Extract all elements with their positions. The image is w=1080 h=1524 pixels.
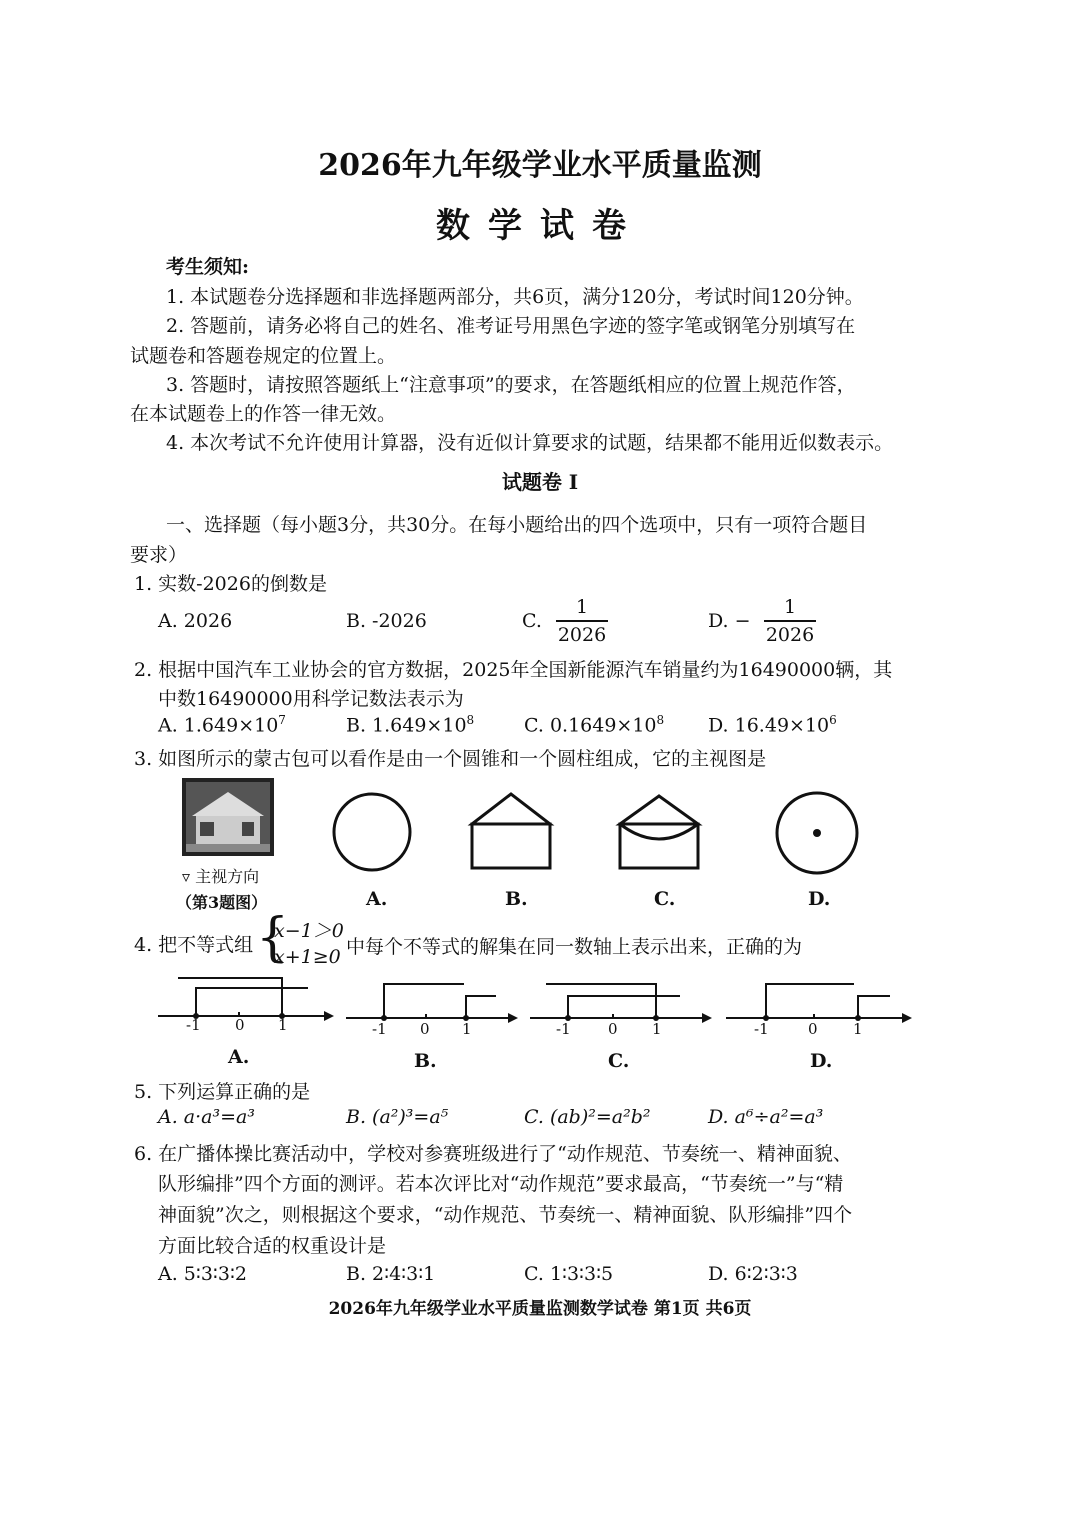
q3-option-b: B.	[505, 888, 528, 910]
q1-option-d-label: D. −	[708, 610, 751, 632]
notice-item-3: 3. 答题时，请按照答题纸上“注意事项”的要求，在答题纸相应的位置上规范作答，	[166, 374, 856, 396]
q1-c-numerator: 1	[556, 596, 608, 622]
q4-d-tick-neg1: -1	[754, 1020, 769, 1038]
q5-stem: 5. 下列运算正确的是	[134, 1081, 311, 1103]
q4-d-tick-0: 0	[808, 1020, 818, 1038]
q3-option-d-circle	[774, 790, 860, 876]
q1-option-a: A. 2026	[158, 610, 233, 632]
q3-option-a-circle	[332, 792, 412, 872]
notice-item-1: 1. 本试题卷分选择题和非选择题两部分，共6页，满分120分，考试时间120分钟。	[166, 286, 864, 308]
q5-option-d: D. a⁶÷a²=a³	[708, 1106, 824, 1128]
q4-c-tick-1: 1	[652, 1020, 662, 1038]
q1-option-c-label: C.	[522, 610, 542, 632]
yurt-photo	[182, 778, 274, 856]
q4-stem-prefix: 4. 把不等式组	[134, 934, 254, 956]
q2-stem-cont: 中数16490000用科学记数法表示为	[158, 688, 464, 710]
q6-stem-2: 队形编排”四个方面的测评。若本次评比对“动作规范”要求最高，“节奏统一”与“精	[158, 1173, 844, 1195]
notice-item-3-cont: 在本试题卷上的作答一律无效。	[130, 403, 397, 425]
view-direction: ▿ 主视方向	[182, 867, 260, 886]
q4-inequality-2: x+1≥0	[274, 946, 341, 968]
q1-d-denominator: 2026	[765, 624, 815, 646]
q4-number-line-a	[158, 970, 338, 1030]
q5-option-c: C. (ab)²=a²b²	[524, 1106, 651, 1128]
q2-option-b: B. $1.649\times 10^8$	[346, 713, 475, 737]
q6-stem-3: 神面貌”次之，则根据这个要求，“动作规范、节奏统一、精神面貌、队形编排”四个	[158, 1204, 853, 1226]
q2-stem: 2. 根据中国汽车工业协会的官方数据，2025年全国新能源汽车销量约为16490000辆，其	[134, 659, 893, 681]
q4-b-tick-neg1: -1	[372, 1020, 387, 1038]
q4-b-tick-1: 1	[462, 1020, 472, 1038]
q2-option-a: A. $1.649\times 10^7$	[158, 713, 286, 737]
part-heading-cont: 要求）	[130, 544, 188, 566]
q4-a-tick-0: 0	[235, 1016, 245, 1034]
section-title: 试题卷 I	[501, 470, 579, 494]
q4-option-d: D.	[810, 1050, 833, 1072]
q4-c-tick-0: 0	[608, 1020, 618, 1038]
q4-b-tick-0: 0	[420, 1020, 430, 1038]
q4-option-c: C.	[608, 1050, 630, 1072]
q3-option-c-shape	[618, 792, 700, 872]
arrow-icon: ▿	[182, 867, 191, 886]
q4-c-tick-neg1: -1	[556, 1020, 571, 1038]
part-heading: 一、选择题（每小题3分，共30分。在每小题给出的四个选项中，只有一项符合题目	[166, 514, 868, 536]
q4-d-tick-1: 1	[853, 1020, 863, 1038]
q1-option-d-fraction	[764, 596, 816, 646]
notice-heading: 考生须知:	[166, 256, 250, 278]
q1-d-numerator: 1	[764, 596, 816, 622]
q1-c-denominator: 2026	[557, 624, 607, 646]
q3-stem: 3. 如图所示的蒙古包可以看作是由一个圆锥和一个圆柱组成，它的主视图是	[134, 748, 767, 770]
q1-option-c-fraction	[556, 596, 608, 646]
q3-option-b-shape	[470, 792, 552, 872]
q6-option-d: D. 6∶2∶3∶3	[708, 1263, 798, 1285]
q1-stem: 1. 实数-2026的倒数是	[134, 573, 327, 595]
page-subtitle: 数学试卷	[436, 206, 644, 246]
q6-option-a: A. 5∶3∶3∶2	[158, 1263, 247, 1285]
q4-a-tick-1: 1	[278, 1016, 288, 1034]
q1-option-b: B. -2026	[346, 610, 427, 632]
q4-option-a: A.	[228, 1046, 250, 1068]
notice-item-2: 2. 答题前，请务必将自己的姓名、准考证号用黑色字迹的签字笔或钢笔分别填写在	[166, 315, 856, 337]
q6-option-c: C. 1∶3∶3∶5	[524, 1263, 614, 1285]
q4-a-tick-neg1: -1	[186, 1016, 201, 1034]
q6-stem-4: 方面比较合适的权重设计是	[158, 1235, 387, 1257]
notice-item-2-cont: 试题卷和答题卷规定的位置上。	[130, 345, 397, 367]
q3-option-a: A.	[366, 888, 388, 910]
q6-stem-1: 6. 在广播体操比赛活动中，学校对参赛班级进行了“动作规范、节奏统一、精神面貌、	[134, 1143, 852, 1165]
system-brace: {	[256, 908, 290, 968]
q3-figure-caption: （第3题图）	[176, 893, 268, 912]
q3-option-c: C.	[654, 888, 676, 910]
q4-inequality-1: x−1＞0	[274, 920, 344, 942]
q2-option-c: C. $0.1649\times 10^8$	[524, 713, 665, 737]
page-footer: 2026年九年级学业水平质量监测数学试卷 第1页 共6页	[328, 1299, 752, 1319]
page-title: 2026年九年级学业水平质量监测	[318, 148, 762, 183]
q6-option-b: B. 2∶4∶3∶1	[346, 1263, 436, 1285]
q4-stem-suffix: 中每个不等式的解集在同一数轴上表示出来，正确的为	[346, 936, 803, 958]
q3-option-d: D.	[808, 888, 831, 910]
notice-item-4: 4. 本次考试不允许使用计算器，没有近似计算要求的试题，结果都不能用近似数表示。	[166, 432, 894, 454]
q2-option-d: D. $16.49\times 10^6$	[708, 713, 837, 737]
q5-option-b: B. (a²)³=a⁵	[346, 1106, 449, 1128]
q4-option-b: B.	[414, 1050, 437, 1072]
q5-option-a: A. a·a³=a³	[158, 1106, 255, 1128]
